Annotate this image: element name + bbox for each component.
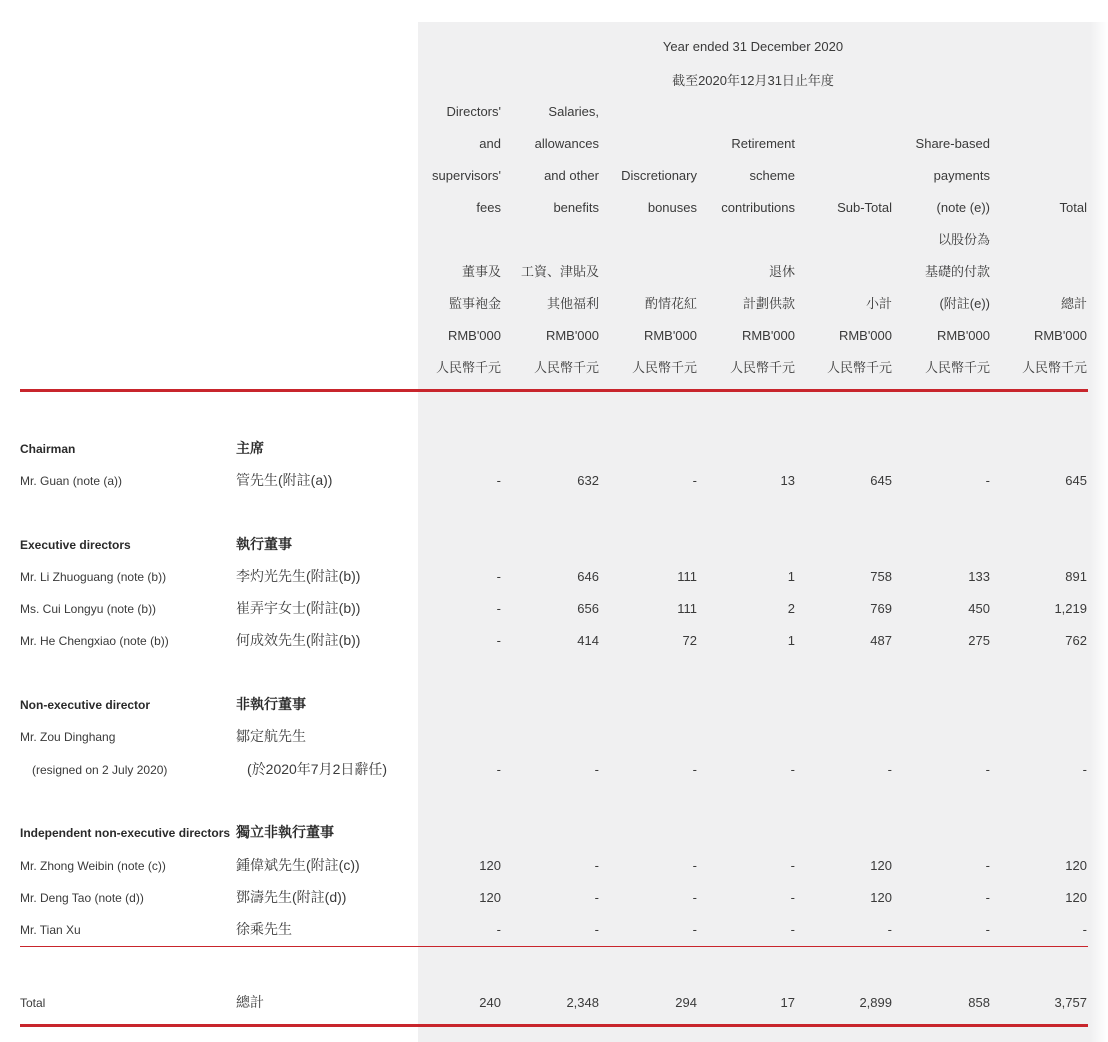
period-title-zh: 截至2020年12月31日止年度	[672, 73, 834, 88]
row-cui-col-0: -	[496, 601, 501, 616]
col-5-header-en: payments	[933, 168, 990, 183]
director-name-li-zh: 李灼光先生(附註(b))	[236, 568, 361, 584]
row-total-col-6: 3,757	[1054, 995, 1087, 1010]
row-he-col-3: 1	[787, 633, 795, 648]
row-xu-col-1: -	[594, 922, 599, 937]
col-0-header-en: Directors'	[446, 104, 501, 119]
director-resignation-zou: (resigned on 2 July 2020)	[32, 763, 168, 777]
col-6-unit-zh: 人民幣千元	[1021, 360, 1087, 375]
subtotal-rule	[20, 946, 1088, 947]
col-5-header-en: Share-based	[915, 136, 990, 151]
col-2-unit: RMB'000	[643, 328, 697, 343]
col-0-unit-zh: 人民幣千元	[435, 360, 501, 375]
col-0-unit: RMB'000	[447, 328, 501, 343]
col-1-header-en: allowances	[534, 136, 599, 151]
row-guan-col-5: -	[985, 473, 990, 488]
director-name-he: Mr. He Chengxiao (note (b))	[20, 634, 169, 648]
col-0-header-zh: 監事袍金	[448, 296, 501, 311]
row-guan-col-1: 632	[577, 473, 599, 488]
director-name-guan: Mr. Guan (note (a))	[20, 474, 123, 488]
row-total-col-3: 17	[780, 995, 795, 1010]
row-zou-col-1: -	[594, 762, 599, 777]
col-0-header-zh: 董事及	[461, 264, 501, 279]
row-deng-col-5: -	[985, 890, 990, 905]
director-name-deng: Mr. Deng Tao (note (d))	[20, 891, 144, 905]
col-3-unit-zh: 人民幣千元	[729, 360, 795, 375]
col-1-header-zh: 其他福利	[546, 296, 599, 311]
director-name-zhong-zh: 鍾偉斌先生(附註(c))	[236, 857, 360, 873]
col-1-header-zh: 工資、津貼及	[520, 264, 599, 279]
row-zhong-col-2: -	[692, 858, 697, 873]
row-li-col-2: 111	[677, 569, 697, 584]
col-1-header-en: benefits	[553, 200, 599, 215]
row-he-col-5: 275	[968, 633, 990, 648]
col-3-header-zh: 退休	[768, 264, 795, 279]
row-total-col-5: 858	[968, 995, 990, 1010]
row-xu-col-5: -	[985, 922, 990, 937]
row-zou-col-2: -	[692, 762, 697, 777]
row-cui-col-3: 2	[787, 601, 795, 616]
col-2-header-en: bonuses	[647, 200, 697, 215]
col-0-header-en: and	[479, 136, 501, 151]
col-5-header-zh: 基礎的付款	[924, 264, 990, 279]
row-zhong-col-3: -	[790, 858, 795, 873]
row-guan-col-6: 645	[1065, 473, 1087, 488]
row-zou-col-3: -	[790, 762, 795, 777]
col-4-unit: RMB'000	[838, 328, 892, 343]
col-1-header-en: and other	[544, 168, 599, 183]
col-1-unit: RMB'000	[545, 328, 599, 343]
col-5-unit-zh: 人民幣千元	[924, 360, 990, 375]
row-li-col-5: 133	[968, 569, 990, 584]
col-1-header-en: Salaries,	[548, 104, 599, 119]
row-he-col-4: 487	[870, 633, 892, 648]
row-he-col-6: 762	[1065, 633, 1087, 648]
total-label: Total	[20, 996, 46, 1010]
section-title-independent: Independent non-executive directors	[20, 826, 231, 840]
col-3-header-en: Retirement	[731, 136, 795, 151]
row-xu-col-3: -	[790, 922, 795, 937]
row-zhong-col-0: 120	[479, 858, 501, 873]
row-xu-col-4: -	[887, 922, 892, 937]
row-deng-col-6: 120	[1065, 890, 1087, 905]
row-he-col-2: 72	[682, 633, 697, 648]
col-0-header-en: fees	[476, 200, 501, 215]
row-guan-col-2: -	[692, 473, 697, 488]
page-edge-fade	[1090, 0, 1108, 1042]
director-name-deng-zh: 鄧濤先生(附註(d))	[236, 889, 347, 905]
col-2-unit-zh: 人民幣千元	[631, 360, 697, 375]
row-cui-col-1: 656	[577, 601, 599, 616]
col-4-unit-zh: 人民幣千元	[826, 360, 892, 375]
header-rule	[20, 389, 1088, 392]
row-li-col-0: -	[496, 569, 501, 584]
row-li-col-1: 646	[577, 569, 599, 584]
period-title-en: Year ended 31 December 2020	[662, 39, 844, 54]
col-2-header-zh: 酌情花紅	[644, 296, 697, 311]
row-li-col-3: 1	[787, 569, 795, 584]
col-6-header-zh: 總計	[1060, 296, 1087, 311]
row-xu-col-0: -	[496, 922, 501, 937]
row-deng-col-4: 120	[870, 890, 892, 905]
director-name-zou-zh: 鄒定航先生	[236, 728, 306, 744]
row-guan-col-0: -	[496, 473, 501, 488]
col-4-header-zh: 小計	[865, 296, 892, 311]
row-li-col-6: 891	[1065, 569, 1087, 584]
director-name-he-zh: 何成效先生(附註(b))	[236, 632, 361, 648]
director-name-guan-zh: 管先生(附註(a))	[236, 472, 333, 488]
director-name-cui-zh: 崔弄宇女士(附註(b))	[236, 600, 361, 616]
row-he-col-1: 414	[577, 633, 599, 648]
director-name-li: Mr. Li Zhuoguang (note (b))	[20, 570, 167, 584]
row-cui-col-2: 111	[677, 601, 697, 616]
director-name-zou: Mr. Zou Dinghang	[20, 730, 116, 744]
row-cui-col-6: 1,219	[1054, 601, 1087, 616]
row-he-col-0: -	[496, 633, 501, 648]
director-resignation-zou-zh: (於2020年7月2日辭任)	[247, 761, 388, 777]
col-3-unit: RMB'000	[741, 328, 795, 343]
row-deng-col-2: -	[692, 890, 697, 905]
director-name-xu-zh: 徐乘先生	[236, 921, 292, 937]
col-6-unit: RMB'000	[1033, 328, 1087, 343]
row-zou-col-4: -	[887, 762, 892, 777]
section-title-independent-zh: 獨立非執行董事	[236, 824, 334, 840]
row-zhong-col-6: 120	[1065, 858, 1087, 873]
row-xu-col-6: -	[1082, 922, 1087, 937]
col-3-header-zh: 計劃供款	[742, 296, 795, 311]
total-label-zh: 總計	[236, 994, 264, 1010]
col-3-header-en: scheme	[749, 168, 795, 183]
row-total-col-2: 294	[675, 995, 697, 1010]
col-5-header-zh: (附註(e))	[939, 296, 990, 311]
row-guan-col-3: 13	[780, 473, 795, 488]
row-zhong-col-1: -	[594, 858, 599, 873]
section-title-executive-zh: 執行董事	[236, 536, 292, 552]
col-5-unit: RMB'000	[936, 328, 990, 343]
section-title-non_executive: Non-executive director	[20, 698, 151, 712]
col-5-header-en: (note (e))	[936, 200, 990, 215]
col-6-header-en: Total	[1059, 200, 1087, 215]
row-total-col-1: 2,348	[566, 995, 599, 1010]
director-name-zhong: Mr. Zhong Weibin (note (c))	[20, 859, 166, 873]
row-cui-col-4: 769	[870, 601, 892, 616]
row-xu-col-2: -	[692, 922, 697, 937]
row-zou-col-6: -	[1082, 762, 1087, 777]
row-zou-col-0: -	[496, 762, 501, 777]
total-rule	[20, 1024, 1088, 1027]
section-title-chairman: Chairman	[20, 442, 76, 456]
section-title-executive: Executive directors	[20, 538, 131, 552]
col-0-header-en: supervisors'	[432, 168, 501, 183]
row-total-col-4: 2,899	[859, 995, 892, 1010]
row-deng-col-3: -	[790, 890, 795, 905]
row-cui-col-5: 450	[968, 601, 990, 616]
col-5-header-zh: 以股份為	[937, 232, 990, 247]
col-1-unit-zh: 人民幣千元	[533, 360, 599, 375]
director-name-cui: Ms. Cui Longyu (note (b))	[20, 602, 157, 616]
row-zhong-col-5: -	[985, 858, 990, 873]
row-zou-col-5: -	[985, 762, 990, 777]
row-deng-col-0: 120	[479, 890, 501, 905]
row-li-col-4: 758	[870, 569, 892, 584]
row-zhong-col-4: 120	[870, 858, 892, 873]
section-title-chairman-zh: 主席	[236, 440, 264, 456]
row-guan-col-4: 645	[870, 473, 892, 488]
section-title-non_executive-zh: 非執行董事	[236, 696, 306, 712]
director-name-xu: Mr. Tian Xu	[20, 923, 81, 937]
col-2-header-en: Discretionary	[621, 168, 697, 183]
col-4-header-en: Sub-Total	[837, 200, 892, 215]
row-deng-col-1: -	[594, 890, 599, 905]
row-total-col-0: 240	[479, 995, 501, 1010]
col-3-header-en: contributions	[721, 200, 795, 215]
